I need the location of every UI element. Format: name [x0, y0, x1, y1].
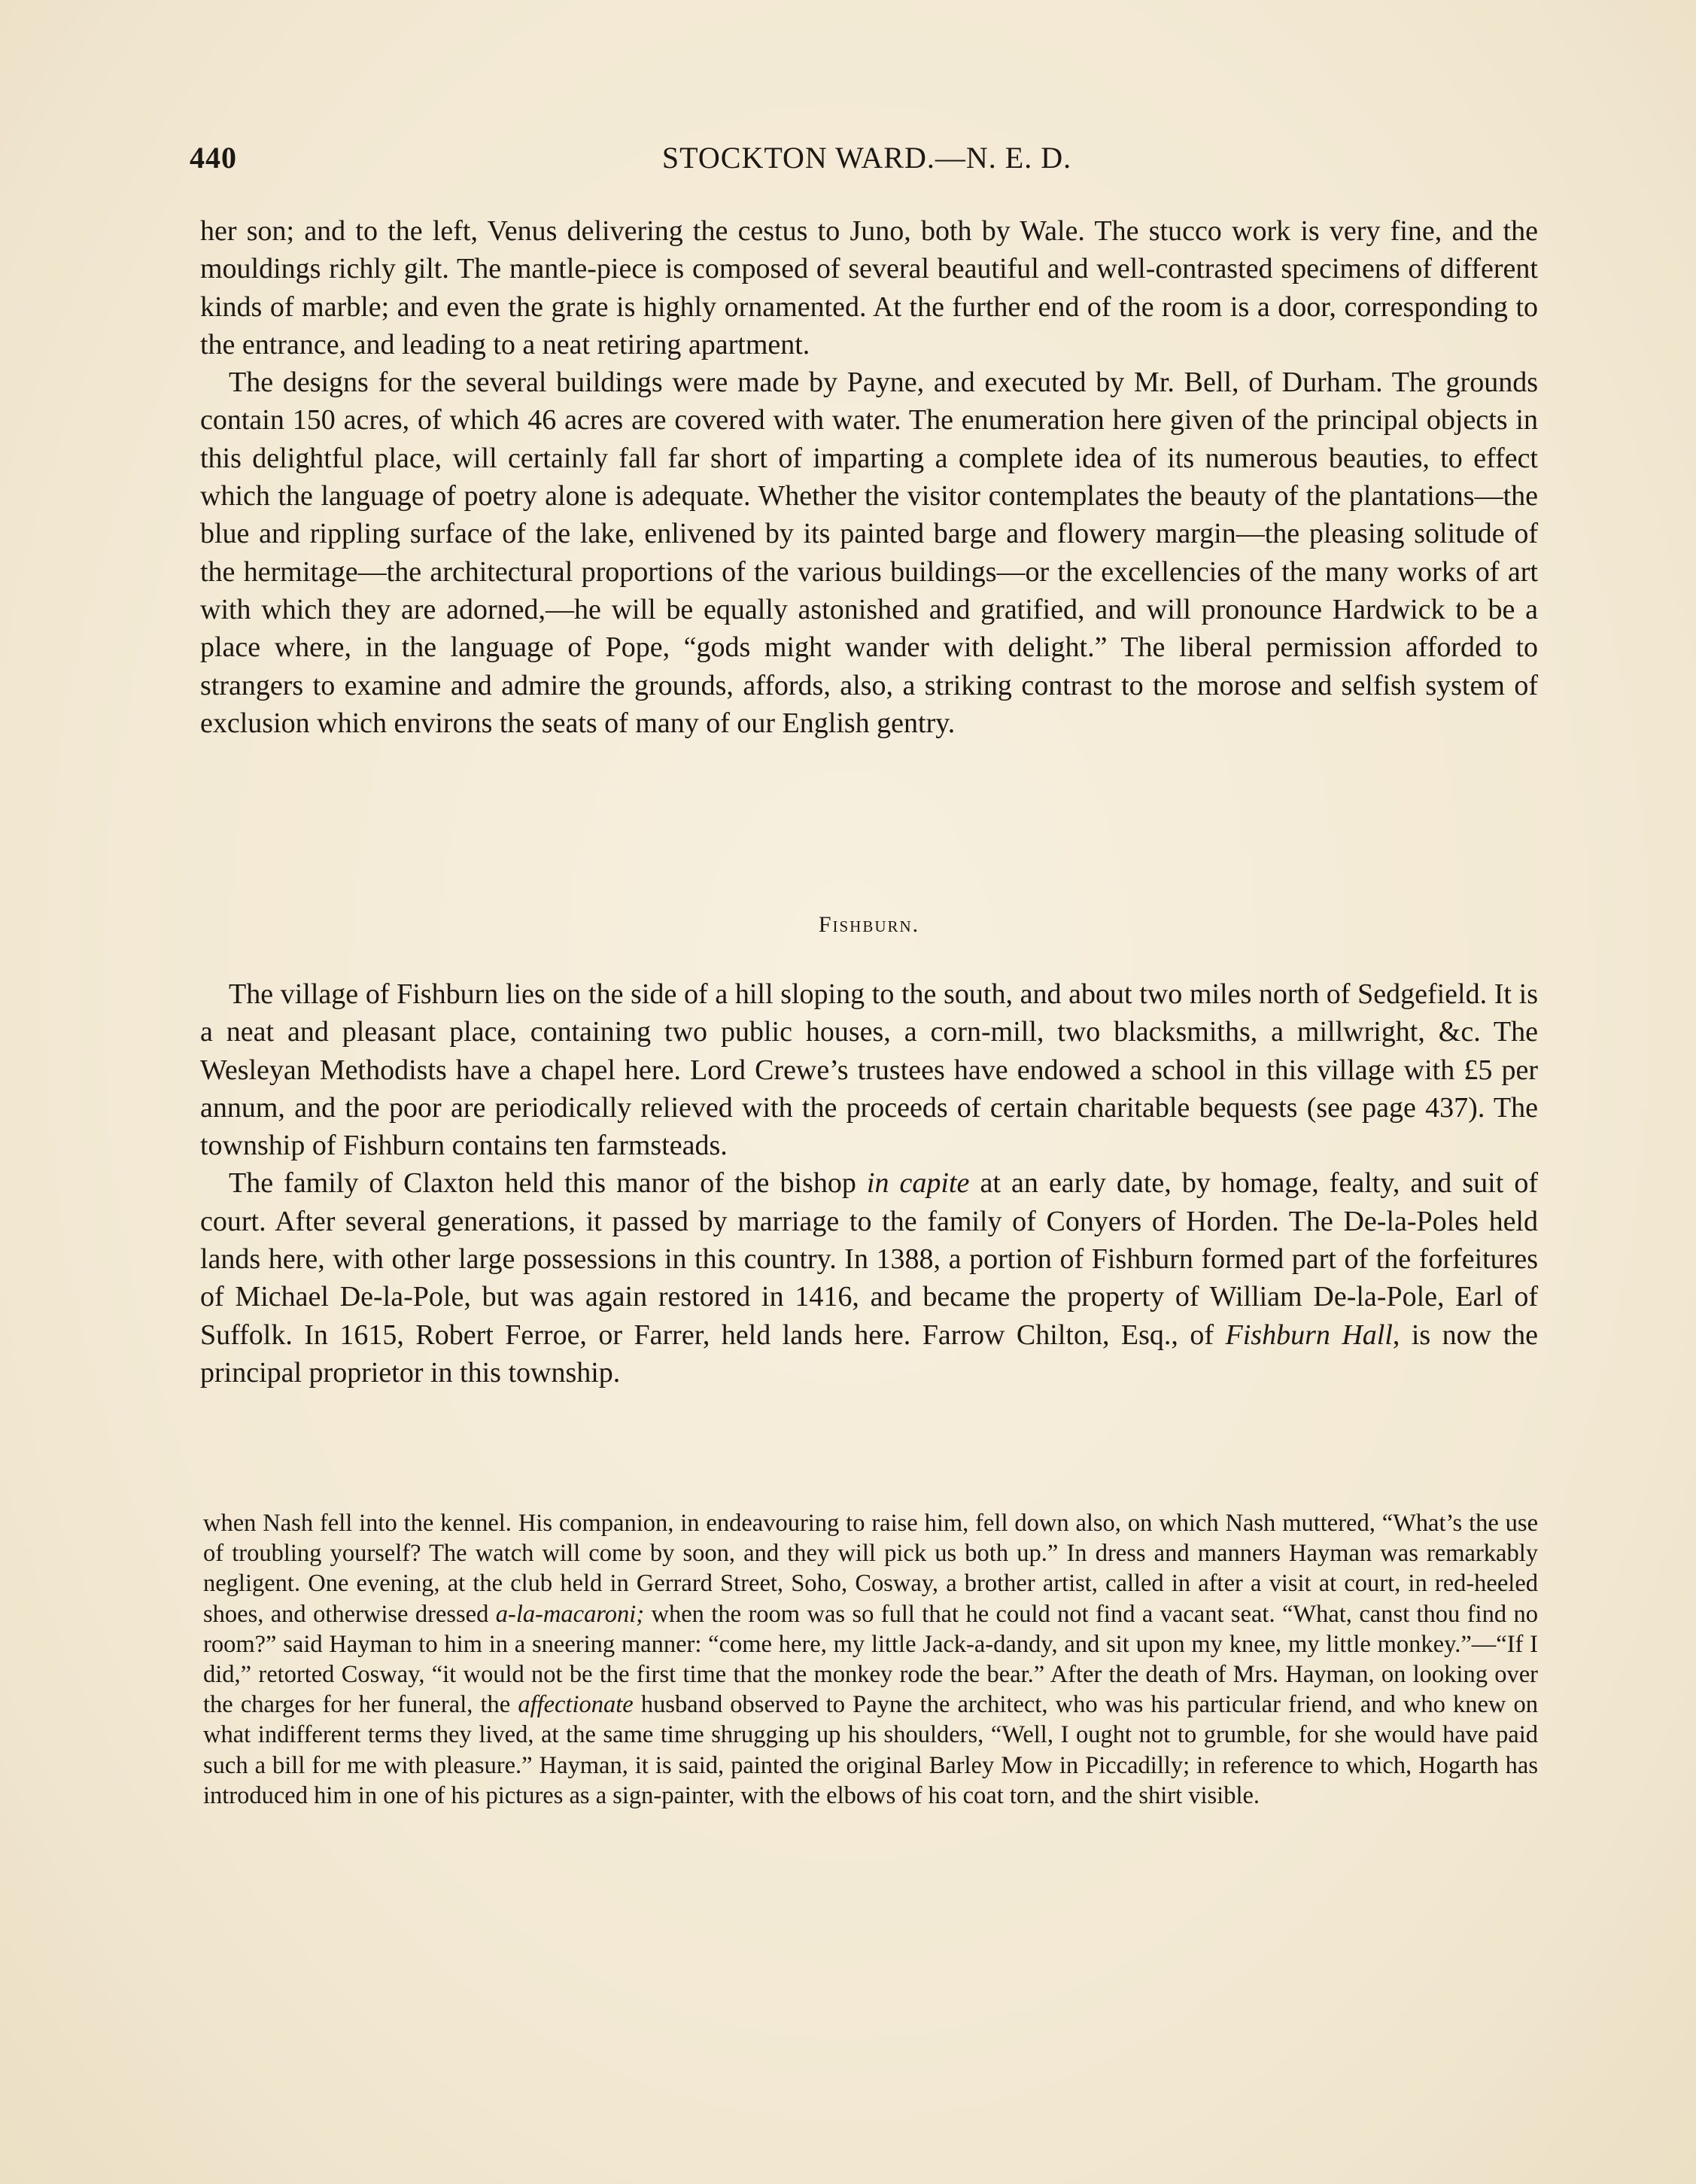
section-heading-fishburn: Fishburn.: [818, 912, 920, 937]
footnote-italic-macaroni: a-la-macaroni;: [495, 1600, 645, 1628]
manor-italic-in-capite: in capite: [866, 1167, 970, 1200]
fishburn-section: [200, 975, 1538, 1392]
footnote-text-3: husband observed to Payne the architect, who was his particular friend, and who knew on what indifferent terms they lived, at the same time shrugging up his shoulders, “Well, I ought not to grumble, for she would have paid such a bill for me with pleasure.” Hayman, it is said, painted the original Barley Mow in Piccadilly; in reference to which, Hogarth has introduced him in one of his pictures as a sign-painter, with the elbows of his coat torn, and the shirt visible.: [203, 1691, 1538, 1809]
manor-italic-fishburn-hall: Fishburn Hall: [1225, 1319, 1393, 1351]
manor-text-3: , is now the principal proprietor in this township.: [200, 1319, 1539, 1389]
paragraph-hardwick-room: her son; and to the left, Venus delivering the cestus to Juno, both by Wale. The stucco work is very fine, and the mouldings richly gilt. The mantle-piece is composed of several beautiful and well-contrasted specimens of different kinds of marble; and even the grate is highly ornamented. At the further end of the room is a door, corresponding to the entrance, and leading to a neat retiring apartment.: [200, 215, 1538, 360]
footnote-text-1: when Nash fell into the kennel. His companion, in endeavouring to raise him, fell down also, on which Nash muttered, “What’s the use of troubling yourself? The watch will come by soon, and they will pick us both up.” In dress and manners Hayman was remarkably negligent. One evening, at the club held in Gerrard Street, Soho, Cosway, a brother artist, called in after a visit at court, in red-heeled shoes, and otherwise dressed: [203, 1510, 1538, 1628]
paragraph-hardwick-grounds: The designs for the several buildings were made by Payne, and executed by Mr. Bell, of Durham. The grounds contain 150 acres, of which 46 acres are covered with water. The enumeration here given of the principal objects in this delightful place, will certainly fall far short of imparting a complete idea of its numerous beauties, to effect which the language of poetry alone is adequate. Whether the visitor contemplates the beauty of the plantations—the blue and rippling surface of the lake, enlivened by its painted barge and flowery margin—the pleasing solitude of the hermitage—the architectural proportions of the various buildings—or the excellencies of the many works of art with which they are adorned,—he will be equally astonished and gratified, and will pronounce Hardwick to be a place where, in the language of Pope, “gods might wander with delight.” The liberal permission afforded to strangers to examine and admire the grounds, affords, also, a striking contrast to the morose and selfish system of exclusion which environs the seats of many of our English gentry.: [200, 367, 1538, 739]
footnote-italic-affectionate: affectionate: [518, 1691, 634, 1719]
footnote-text-2: when the room was so full that he could not find a vacant seat. “What, canst thou find no room?” said Hayman to him in a sneering manner: “come here, my little Jack-a-dandy, and sit upon my knee, my little monkey.”—“If I did,” retorted Cosway, “it would not be the first time that the monkey rode the bear.” After the death of Mrs. Hayman, on looking over the charges for her funeral, the: [203, 1600, 1538, 1719]
footnote: [203, 1508, 1538, 1811]
manor-text-2: at an early date, by homage, fealty, and suit of court. After several generations, it passed by marriage to the family of Conyers of Horden. The De-la-Poles held lands here, with other large possessions in this country. In 1388, a portion of Fishburn formed part of the forfeitures of Michael De-la-Pole, but was again restored in 1416, and became the property of William De-la-Pole, Earl of Suffolk. In 1615, Robert Ferroe, or Farrer, held lands here. Farrow Chilton, Esq., of: [200, 1167, 1538, 1351]
running-head: STOCKTON WARD.—N. E. D.: [661, 141, 1072, 175]
hardwick-section: [200, 212, 1538, 742]
manor-text-1: The family of Claxton held this manor of the bishop: [229, 1167, 867, 1200]
page-number: 440: [190, 141, 237, 175]
paragraph-fishburn-village: The village of Fishburn lies on the side of a hill sloping to the south, and about two miles north of Sedgefield. It is a neat and pleasant place, containing two public houses, a corn-mill, two blacksmiths, a millwright, &c. The Wesleyan Methodists have a chapel here. Lord Crewe’s trustees have endowed a school in this village with £5 per annum, and the poor are periodically relieved with the proceeds of certain charitable bequests (see page 437). The township of Fishburn contains ten farmsteads.: [200, 978, 1538, 1162]
paragraph-fishburn-manor: [200, 1164, 1538, 1392]
page-header: [190, 140, 1544, 179]
